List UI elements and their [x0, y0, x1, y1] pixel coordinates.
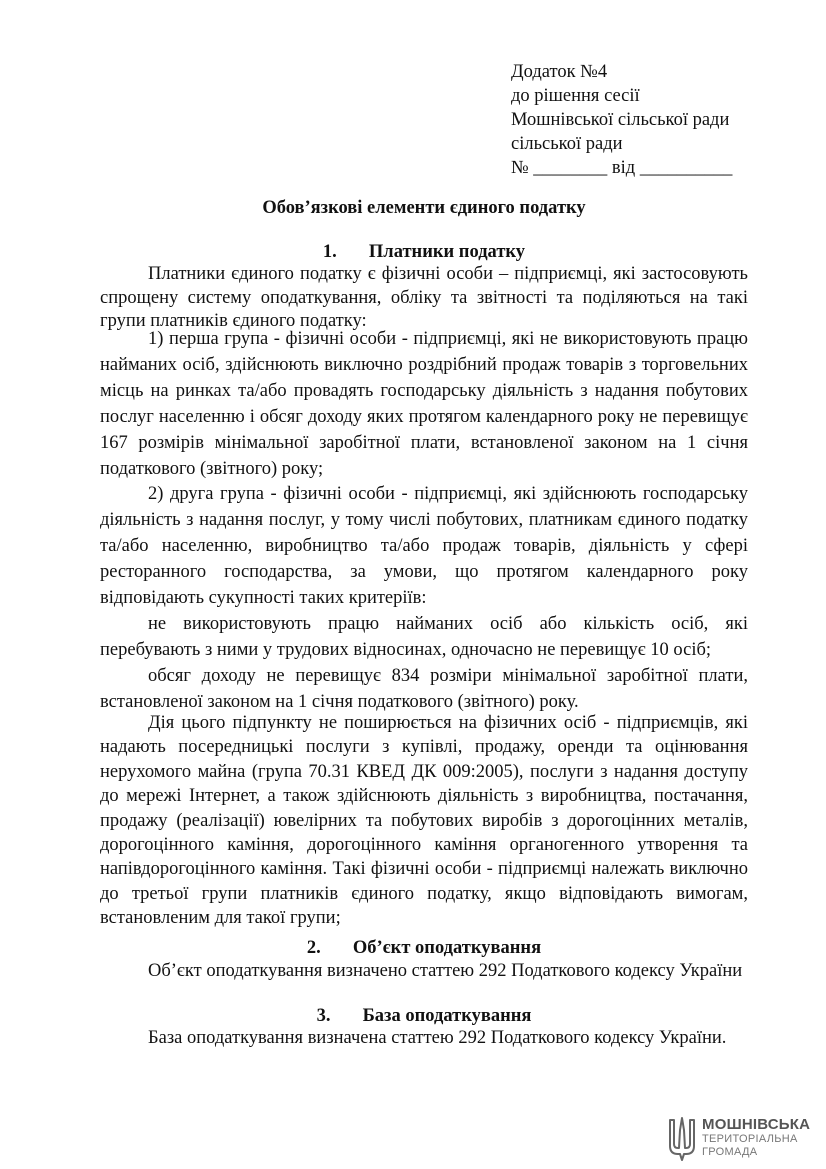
annex-council: Мошнівської сільської ради [511, 110, 730, 130]
section-number: 3. [316, 1006, 331, 1026]
annex-council-2: сільської ради [511, 134, 623, 154]
annex-header [511, 60, 771, 180]
section-title: База оподаткування [362, 1006, 532, 1026]
paragraph: Дія цього підпункту не поширюється на фізичних осіб - підприємців, які надають посередницькі послуги з купівлі, продажу, оренди та оцінювання нерухомого майна (група 70.31 КВЕД ДК 009:2005), послуги з надання доступу до мережі Інтернет, а також здійснюють діяльність з виробництва, постачання, продажу (реалізації) ювелірних та побутових виробів з дорогоцінних металів, дорогоцінного каміння, дорогоцінного каміння органогенного утворення та напівдорогоцінного каміння. Такі фізичні особи - підприємці належать виключно до третьої групи платників єдиного податку, якщо відповідають вимогам, встановленим для такої групи; [100, 713, 748, 929]
section-number: 2. [306, 938, 321, 958]
section-body-payers-intro [100, 263, 748, 334]
section-heading-object [100, 936, 748, 960]
community-name: МОШНІВСЬКА [702, 1116, 811, 1133]
section-heading-payers [100, 240, 748, 264]
paragraph: 1) перша група - фізичні особи - підприємці, які не використовують працю найманих осіб, здійснюють виключно роздрібний продаж товарів з торговельних місць на ринках та/або провадять господарську діяльність з надання побутових послуг населенню і обсяг доходу яких протягом календарного року не перевищує 167 розмірів мінімальної заробітної плати, встановленої законом на 1 січня податкового (звітного) року; [100, 329, 748, 479]
paragraph: обсяг доходу не перевищує 834 розміри мінімальної заробітної плати, встановленої законом на 1 січня податкового (звітного) року. [100, 665, 748, 712]
section-body-payers-groups [100, 327, 748, 716]
annex-ref-number: № ________ від __________ [511, 158, 733, 178]
document-title: Обов’язкові елементи єдиного податку [262, 198, 586, 218]
community-logo [668, 1116, 818, 1164]
section-body-payers-exception [100, 711, 748, 931]
community-subtitle-2: ГРОМАДА [702, 1146, 758, 1158]
paragraph: Об’єкт оподаткування визначено статтею 292 Податкового кодексу України [148, 961, 743, 981]
paragraph: 2) друга група - фізичні особи - підприємці, які здійснюють господарську діяльність з надання послуг, у тому числі побутових, платникам єдиного податку та/або населенню, виробництво та/або продаж товарів, діяльність у сфері ресторанного господарства, за умови, що протягом календарного року відповідають сукупності таких критеріїв: [100, 484, 748, 609]
paragraph: не використовують працю найманих осіб або кількість осіб, які перебувають з ними у трудових відносинах, одночасно не перевищує 10 осіб; [100, 613, 748, 660]
section-body-object [100, 960, 748, 984]
annex-number: Додаток №4 [511, 62, 608, 82]
paragraph: Платники єдиного податку є фізичні особи – підприємці, які застосовують спрощену систему оподаткування, обліку та звітності та поділяються на такі групи платників єдиного податку: [100, 264, 748, 331]
trident-icon [668, 1116, 696, 1162]
section-body-base [100, 1027, 748, 1051]
community-subtitle-1: ТЕРИТОРІАЛЬНА [702, 1133, 798, 1145]
paragraph: База оподаткування визначена статтею 292 Податкового кодексу України. [148, 1028, 727, 1048]
section-number: 1. [322, 242, 337, 262]
section-heading-base [100, 1004, 748, 1028]
annex-decision: до рішення сесії [511, 86, 640, 106]
section-title: Об’єкт оподаткування [352, 938, 542, 958]
section-title: Платники податку [368, 242, 526, 262]
